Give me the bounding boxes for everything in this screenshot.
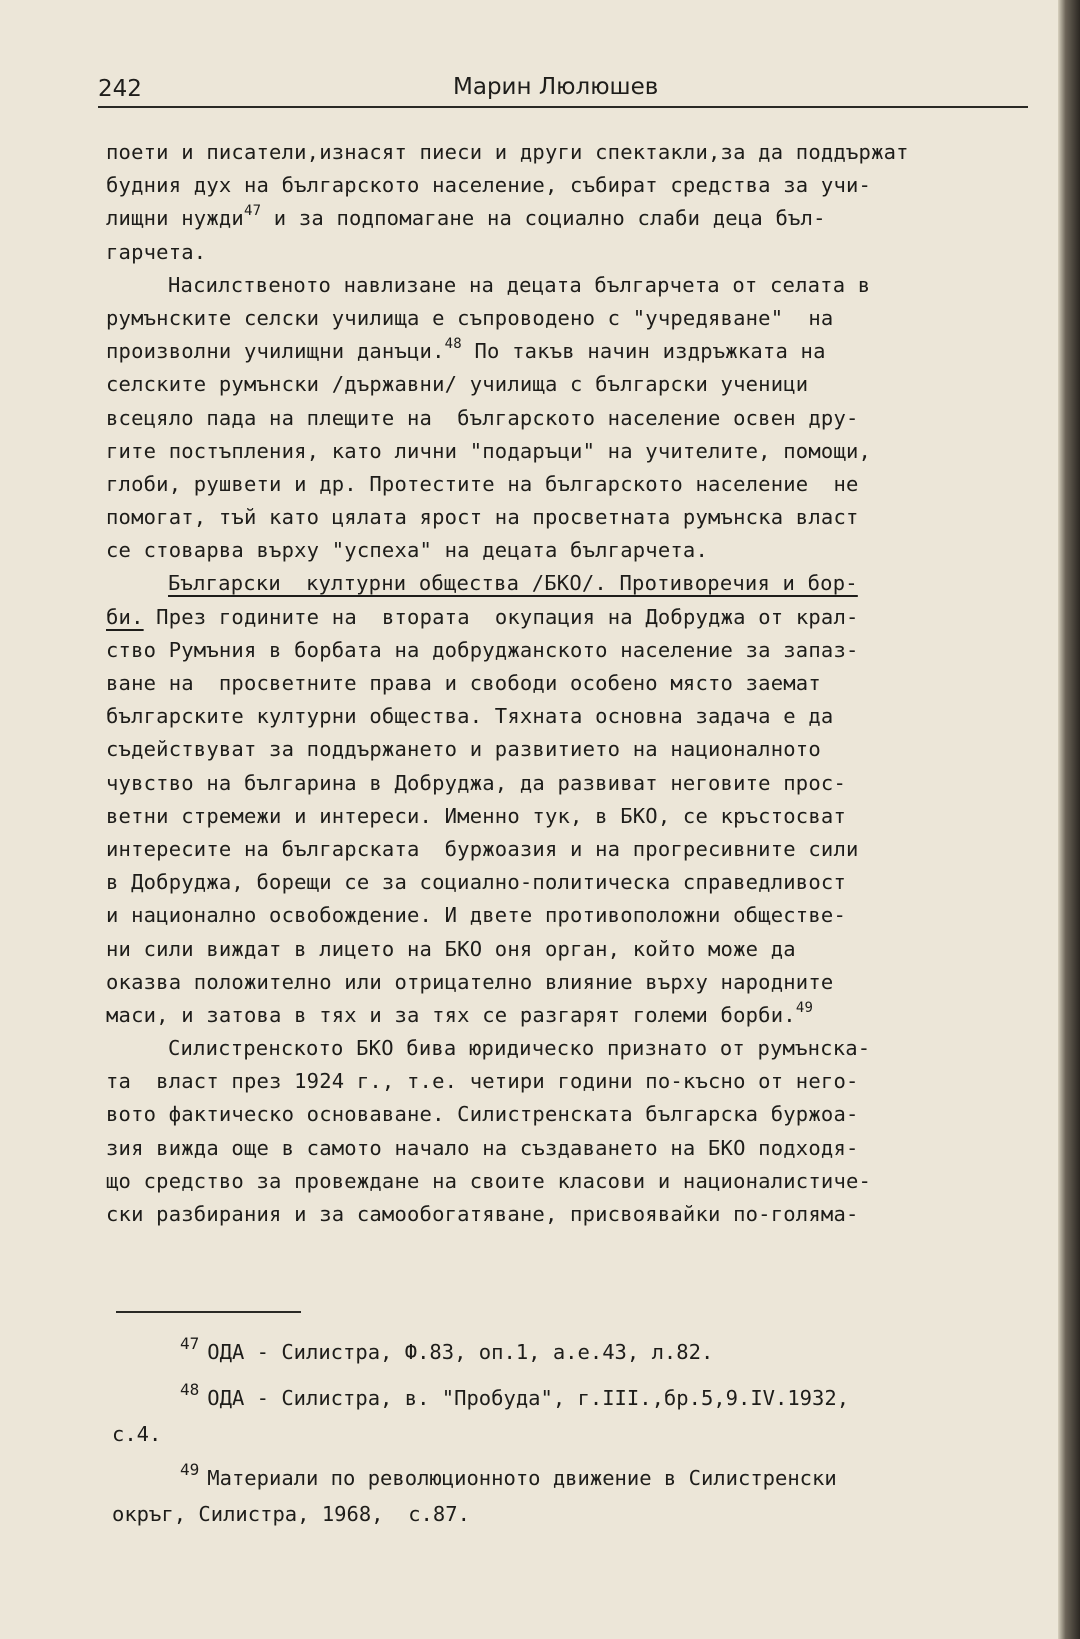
text-line: помогат, тъй като цялата ярост на просветната румънска власт (106, 505, 859, 530)
page-number: 242 (98, 76, 142, 102)
text-line: чувство на българина в Добруджа, да развиват неговите прос- (106, 770, 846, 795)
footnote-number: 49 (180, 1460, 200, 1479)
text-line (106, 567, 1046, 600)
page-edge-shadow (1058, 0, 1080, 1639)
footnote-text: ОДА - Силистра, в. "Пробуда", г.III.,бр.5,9.IV.1932, (207, 1386, 850, 1410)
text-line: произволни училищни данъци.$^{48}$ По такъв начин издръжката на (106, 336, 826, 364)
text-line: би. През годините на втората окупация на Добруджа от крал- (106, 604, 859, 629)
section-heading: би. (106, 604, 144, 629)
running-head: Марин Люлюшев (453, 74, 659, 100)
footnote-number: 47 (180, 1334, 200, 1353)
footnote-ref: 47 (243, 203, 262, 220)
text-line: глоби, рушвети и др. Протестите на българското население не (106, 471, 859, 496)
page-header (98, 76, 1028, 108)
text-line: поети и писатели,изнасят пиеси и други спектакли,за да поддържат (106, 140, 909, 164)
text-line: зия вижда още в самото начало на създаването на БКО подходя- (106, 1135, 859, 1160)
footnote (112, 1451, 1042, 1497)
text-line: ство Румъния в борбата на добруджанското население за запаз- (106, 637, 859, 662)
text-line: що средство за провеждане на своите класови и националистиче- (106, 1168, 872, 1193)
text-line: Силистренското БКО бива юридическо признато от румънска- (168, 1036, 871, 1061)
footnote-continuation: окръг, Силистра, 1968, с.87. (112, 1502, 470, 1526)
text-line: будния дух на българското население, събират средства за учи- (106, 173, 872, 198)
text-line: Насилственото навлизане на децата българчета от селата в (168, 272, 871, 297)
footnote-text: ОДА - Силистра, Ф.83, оп.1, а.е.43, л.82. (207, 1340, 714, 1364)
text-line: ски разбирания и за самообогатяване, присвоявайки по-голяма- (106, 1202, 859, 1226)
text-line: ни сили виждат в лицето на БКО оня орган, който може да (106, 936, 796, 961)
text-line: българските културни общества. Тяхната основна задача е да (106, 704, 834, 729)
section-heading: Български културни общества /БКО/. Противоречия и бор- (168, 571, 858, 596)
text-line: та власт през 1924 г., т.е. четири години по-късно от него- (106, 1069, 859, 1094)
text-line: лищни нужди$^{47}$ и за подпомагане на социално слаби деца бъл- (106, 203, 826, 231)
footnote (112, 1325, 1042, 1371)
text-line: маси, и затова в тях и за тях се разгарят големи борби.$^{49}$ (106, 999, 814, 1027)
text-line: в Добруджа, борещи се за социално-политическа справедливост (106, 870, 846, 895)
text-line: оказва положително или отрицателно влияние върху народните (106, 969, 834, 994)
text-line: румънските селски училища е съпроводено с "учредяване" на (106, 305, 834, 330)
footnote-number: 48 (180, 1380, 200, 1399)
text-line: селските румънски /държавни/ училища с български ученици (106, 372, 809, 397)
text-line: вото фактическо основаване. Силистренската българска буржоа- (106, 1102, 859, 1127)
footnote-ref: 49 (795, 999, 814, 1016)
text-line: гарчета. (106, 239, 207, 264)
text-line: се стоварва върху "успеха" на децата българчета. (106, 538, 709, 563)
footnotes (112, 1325, 1042, 1531)
body-text (106, 136, 1046, 1231)
text-line: ветни стремежи и интереси. Именно тук, в БКО, се кръстосват (106, 803, 846, 828)
footnote-separator (116, 1311, 301, 1313)
footnote-ref: 48 (444, 336, 462, 353)
footnote-text: Материали по революционното движение в Силистренски (207, 1466, 837, 1490)
text-line: гите постъпления, като лични "подаръци" на учителите, помощи, (106, 438, 872, 463)
text-line: и национално освобождение. И двете противоположни обществе- (106, 903, 846, 928)
text-line: ване на просветните права и свободи особено място заемат (106, 671, 821, 695)
text-line: всецяло пада на плещите на българското население освен дру- (106, 405, 859, 430)
text-line: интересите на българската буржоазия и на прогресивните сили (106, 836, 859, 861)
footnote-continuation: с.4. (112, 1422, 162, 1446)
text-line: съдействуват за поддържането и развитието на националното (106, 737, 821, 762)
footnote (112, 1371, 1042, 1417)
